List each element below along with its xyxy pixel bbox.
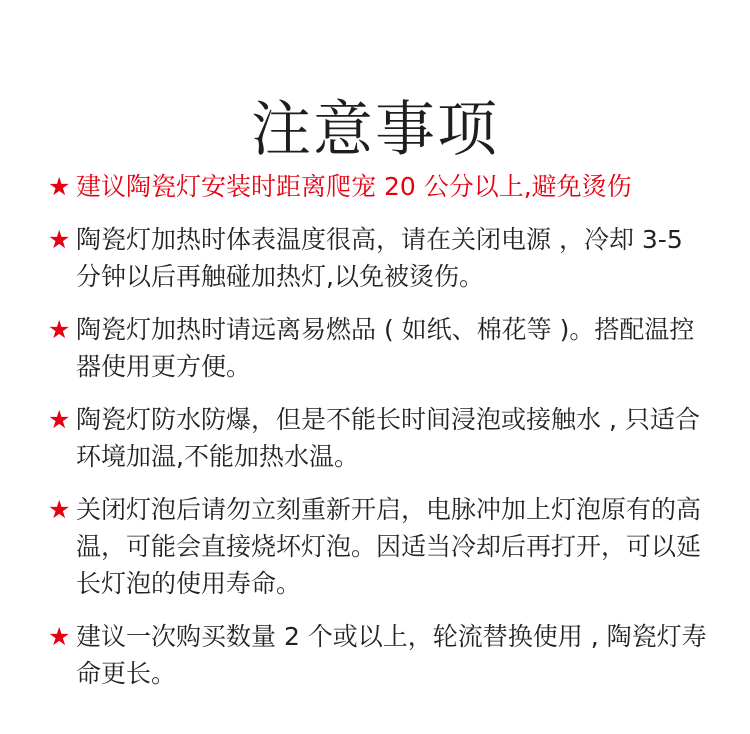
list-item [48,311,708,385]
star-icon: ★ [48,172,71,201]
star-icon: ★ [48,225,71,254]
star-icon: ★ [48,495,71,524]
precautions-list [48,168,708,708]
note-text: 建议陶瓷灯安装时距离爬宠 20 公分以上,避免烫伤 [76,172,632,201]
list-item [48,401,708,475]
note-text: 陶瓷灯加热时请远离易燃品 ( 如纸、棉花等 )。搭配温控器使用更方便。 [76,315,695,381]
star-icon: ★ [48,405,71,434]
note-text: 陶瓷灯防水防爆，但是不能长时间浸泡或接触水 , 只适合环境加温,不能加热水温。 [76,405,700,471]
star-icon: ★ [48,315,71,344]
list-item [48,168,708,205]
note-text: 陶瓷灯加热时体表温度很高，请在关闭电源 ，冷却 3-5 分钟以后再触碰加热灯,以免被烫伤。 [76,225,683,291]
list-item [48,221,708,295]
page-title: 注意事项 [251,95,499,166]
star-icon: ★ [48,622,71,651]
list-item [48,618,708,692]
note-text: 建议一次购买数量 2 个或以上，轮流替换使用 , 陶瓷灯寿命更长。 [76,622,707,688]
note-text: 关闭灯泡后请勿立刻重新开启，电脉冲加上灯泡原有的高温，可能会直接烧坏灯泡。因适当冷却后再打开，可以延长灯泡的使用寿命。 [76,495,702,598]
list-item [48,491,708,602]
